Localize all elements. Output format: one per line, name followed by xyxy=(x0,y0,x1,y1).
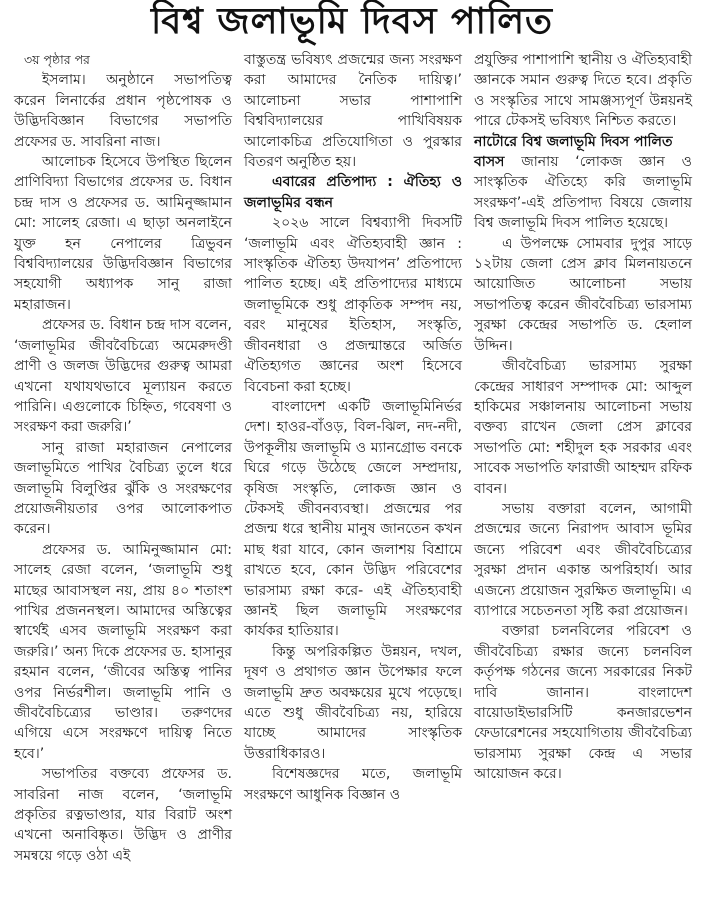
article-body xyxy=(0,44,704,866)
paragraph: আলোচক হিসেবে উপস্থিত ছিলেন প্রাণিবিদ্যা বিভাগের প্রফেসর ড. বিধান চন্দ্র দাস ও প্রফেসর ড. আমিনুজ্জামান মো: সালেহ রেজা। এ ছাড়া অনলাইনে যুক্ত হন নেপালের ত্রিভুবন বিশ্ববিদ্যালয়ের উদ্ভিদবিজ্ঞান বিভাগের সহযোগী অধ্যাপক সানু রাজা মহারাজন। xyxy=(14,154,232,313)
subheading: নাটোরে বিশ্ব জলাভূমি দিবস পালিত xyxy=(474,133,673,150)
paragraph: সানু রাজা মহারাজন নেপালের জলাভূমিতে পাখির বৈচিত্র্য তুলে ধরে জলাভূমি বিলুপ্তির ঝুঁকি ও সংরক্ষণের প্রয়োজনীয়তার ওপর আলোকপাত করেন। xyxy=(14,439,232,538)
paragraph: কিন্তু অপরিকল্পিত উন্নয়ন, দখল, দূষণ ও প্রথাগত জ্ঞান উপেক্ষার ফলে জলাভূমি দ্রুত অবক্ষয়ের মুখে পড়েছে। এতে শুধু জীববৈচিত্র্য নয়, হারিয়ে যাচ্ছে আমাদের সাংস্কৃতিক উত্তরাধিকারও। xyxy=(244,643,462,762)
column-2 xyxy=(244,50,462,866)
column-1 xyxy=(14,50,232,866)
paragraph: প্রফেসর ড. বিধান চন্দ্র দাস বলেন, ‘জলাভূমির জীববৈচিত্র্যে অমেরুদণ্ডী প্রাণী ও জলজ উদ্ভিদের গুরুত্ব আমরা এখনো যথাযথভাবে মূল্যায়ন করতে পারিনি। এগুলোকে চিহ্নিত, গবেষণা ও সংরক্ষণ করা জরুরি।’ xyxy=(14,317,232,436)
paragraph: ইসলাম। অনুষ্ঠানে সভাপতিত্ব করেন লিনার্কের প্রধান পৃষ্ঠপোষক ও উদ্ভিদবিজ্ঞান বিভাগের সভাপতি প্রফেসর ড. সাবরিনা নাজ। xyxy=(14,72,232,150)
paragraph: জীববৈচিত্র্য ভারসাম্য সুরক্ষা কেন্দ্রের সাধারণ সম্পাদক মো: আব্দুল হাকিমের সঞ্চালনায় আলোচনা সভায় বক্তব্য রাখেন জেলা প্রেস ক্লাবের সভাপতি মো: শহীদুল হক সরকার এবং সাবেক সভাপতি ফারাজী আহম্মদ রফিক বাবন। xyxy=(474,358,692,497)
paragraph-text: জানায় ‘লোকজ জ্ঞান ও সাংস্কৃতিক ঐতিহ্যে করি জলাভূমি সংরক্ষণ’-এই প্রতিপাদ্য বিষয়ে জেলায় বিশ্ব জলাভূমি দিবস পালিত হয়েছে। xyxy=(474,154,692,232)
paragraph: বিশেষজ্ঞদের মতে, জলাভূমি সংরক্ষণে আধুনিক বিজ্ঞান ও xyxy=(244,766,462,803)
paragraph: এ উপলক্ষে সোমবার দুপুর সাড়ে ১২টায় জেলা প্রেস ক্লাব মিলনায়তনে আয়োজিত আলোচনা সভায় সভাপতিত্ব করেন জীববৈচিত্র্য ভারসাম্য সুরক্ষা কেন্দ্রের সভাপতি ড. হেলাল উদ্দিন। xyxy=(474,235,692,354)
paragraph: সভায় বক্তারা বলেন, আগামী প্রজন্মের জন্যে নিরাপদ আবাস ভূমির জন্যে পরিবেশ এবং জীববৈচিত্র্যের সুরক্ষা প্রদান একান্ত অপরিহার্য। আর এজন্যে প্রয়োজন সুরক্ষিত জলাভূমি। এ ব্যাপারে সচেতনতা সৃষ্টি করা প্রয়োজন। xyxy=(474,500,692,619)
subheading: এবারের প্রতিপাদ্য : ঐতিহ্য ও জলাভূমির বন্ধন xyxy=(244,174,462,211)
paragraph xyxy=(474,152,692,234)
paragraph: বাস্তুতন্ত্র ভবিষ্যৎ প্রজন্মের জন্য সংরক্ষণ করা আমাদের নৈতিক দায়িত্ব।’ আলোচনা সভার পাশাপাশি বিশ্ববিদ্যালয়ের পাখিবিষয়ক আলোকচিত্র প্রতিযোগিতা ও পুরস্কার বিতরণ অনুষ্ঠিত হয়। xyxy=(244,52,462,171)
paragraph: ২০২৬ সালে বিশ্বব্যাপী দিবসটি ‘জলাভূমি এবং ঐতিহ্যবাহী জ্ঞান : সাংস্কৃতিক ঐতিহ্য উদযাপন’ প্রতিপাদ্যে পালিত হচ্ছে। এই প্রতিপাদ্যের মাধ্যমে জলাভূমিকে শুধু প্রাকৃতিক সম্পদ নয়, বরং মানুষের ইতিহাস, সংস্কৃতি, জীবনধারা ও প্রজন্মান্তরে অর্জিত ঐতিহ্যগত জ্ঞানের অংশ হিসেবে বিবেচনা করা হচ্ছে। xyxy=(244,215,462,395)
paragraph: বাংলাদেশ একটি জলাভূমিনির্ভর দেশ। হাওর-বাঁওড়, বিল-ঝিল, নদ-নদী, উপকূলীয় জলাভূমি ও ম্যানগ্রোভ বনকে ঘিরে গড়ে উঠেছে জেলে সম্প্রদায়, কৃষিজ সংস্কৃতি, লোকজ জ্ঞান ও টেকসই জীবনব্যবস্থা। প্রজন্মের পর প্রজন্ম ধরে স্থানীয় মানুষ জানতেন কখন মাছ ধরা যাবে, কোন জলাশয় বিশ্রামে রাখতে হবে, কোন উদ্ভিদ পরিবেশের ভারসাম্য রক্ষা করে- এই ঐতিহ্যবাহী জ্ঞানই ছিল জলাভূমি সংরক্ষণের কার্যকর হাতিয়ার। xyxy=(244,398,462,640)
dateline-source: বাসস xyxy=(474,154,505,171)
paragraph: সভাপতির বক্তব্যে প্রফেসর ড. সাবরিনা নাজ বলেন, ‘জলাভূমি প্রকৃতির রত্নভাণ্ডার, যার বিরাট অংশ এখনো অনাবিষ্কৃত। উদ্ভিদ ও প্রাণীর সমন্বয়ে গড়ে ওঠা এই xyxy=(14,766,232,864)
paragraph: প্রফেসর ড. আমিনুজ্জামান মো: সালেহ রেজা বলেন, ‘জলাভূমি শুধু মাছের আবাসস্থল নয়, প্রায় ৪০ শতাংশ পাখির প্রজননস্থল। আমাদের অস্তিত্বের স্বার্থেই এসব জলাভূমি সংরক্ষণ করা জরুরি।’ অন্য দিকে প্রফেসর ড. হাসানুর রহমান বলেন, ‘জীবের অস্তিত্ব পানির ওপর নির্ভরশীল। জলাভূমি পানি ও জীববৈচিত্র্যের ভাণ্ডার। তরুণদের এগিয়ে এসে সংরক্ষণে দায়িত্ব নিতে হবে।’ xyxy=(14,541,232,762)
headline: বিশ্ব জলাভূমি দিবস পালিত xyxy=(150,1,554,42)
paragraph: প্রযুক্তির পাশাপাশি স্থানীয় ও ঐতিহ্যবাহী জ্ঞানকে সমান গুরুত্ব দিতে হবে। প্রকৃতি ও সংস্কৃতির সাথে সামঞ্জস্যপূর্ণ উন্নয়নই পারে টেকসই ভবিষ্যৎ নিশ্চিত করতে। xyxy=(474,52,693,130)
column-3 xyxy=(474,50,692,866)
jump-note: ৩য় পৃষ্ঠার পর xyxy=(24,52,90,67)
paragraph: বক্তারা চলনবিলের পরিবেশ ও জীববৈচিত্র্য রক্ষার জন্যে চলনবিল কর্তৃপক্ষ গঠনের জন্যে সরকারের নিকট দাবি জানান। বাংলাদেশ বায়োডাইভারসিটি কনজারভেশন ফেডারেশনের সহযোগিতায় জীববৈচিত্র্য ভারসাম্য সুরক্ষা কেন্দ্র এ সভার আয়োজন করে। xyxy=(474,623,692,783)
